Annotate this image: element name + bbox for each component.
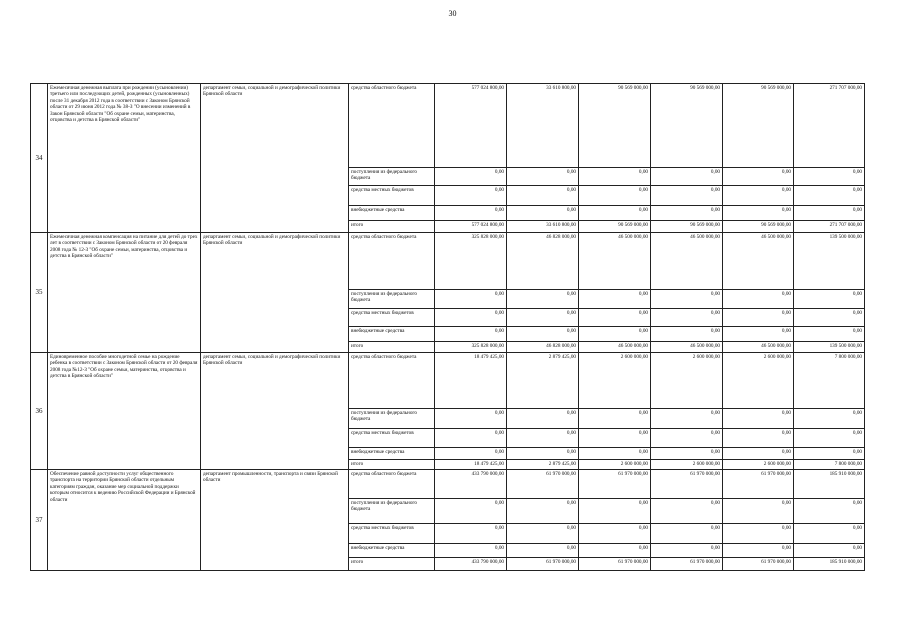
amount-cell: 0,00 [507, 290, 579, 309]
amount-cell: 46 500 000,00 [723, 233, 794, 290]
measure-name: Единовременное пособие многодетной семье на рождение ребенка в соответствии с Законом Брянской области от 20 февраля 2008 года №12-З "Об охране семьи, материнства, отцовства и детства в Брянской области" [48, 353, 201, 470]
amount-cell: 0,00 [579, 327, 651, 342]
amount-cell: 61 970 000,00 [651, 558, 723, 571]
amount-cell: 0,00 [507, 544, 579, 558]
amount-cell: 0,00 [507, 524, 579, 544]
amount-cell: 0,00 [507, 409, 579, 429]
funding-source: внебюджетные средства [349, 544, 435, 558]
amount-cell: 33 610 800,00 [507, 84, 579, 168]
amount-cell: 46 500 000,00 [579, 342, 651, 353]
amount-cell: 0,00 [579, 409, 651, 429]
amount-cell: 0,00 [794, 309, 865, 327]
amount-cell: 0,00 [435, 409, 507, 429]
amount-cell: 61 970 000,00 [507, 558, 579, 571]
amount-cell: 7 800 000,00 [794, 353, 865, 409]
amount-cell: 0,00 [723, 429, 794, 448]
funding-source: внебюджетные средства [349, 206, 435, 221]
row-number: 37 [31, 470, 48, 571]
amount-cell: 90 569 000,00 [651, 84, 723, 168]
amount-cell: 433 790 000,00 [435, 558, 507, 571]
amount-cell: 139 500 000,00 [794, 342, 865, 353]
funding-source: внебюджетные средства [349, 448, 435, 460]
funding-source: поступления из федерального бюджета [349, 409, 435, 429]
amount-cell: 18 479 425,00 [435, 460, 507, 470]
amount-cell: 2 600 000,00 [651, 353, 723, 409]
amount-cell: 0,00 [651, 544, 723, 558]
amount-cell: 0,00 [579, 448, 651, 460]
funding-source: поступления из федерального бюджета [349, 168, 435, 186]
amount-cell: 0,00 [723, 327, 794, 342]
funding-source: средства областного бюджета [349, 233, 435, 290]
amount-cell: 2 879 425,00 [507, 353, 579, 409]
amount-cell: 0,00 [723, 409, 794, 429]
amount-cell: 0,00 [579, 499, 651, 524]
amount-cell: 61 970 000,00 [723, 470, 794, 499]
funding-source: итого [349, 342, 435, 353]
amount-cell: 46 500 000,00 [579, 233, 651, 290]
amount-cell: 0,00 [723, 186, 794, 206]
executor: департамент семьи, социальной и демографической политики Брянской области [201, 84, 349, 233]
amount-cell: 46 500 000,00 [651, 233, 723, 290]
amount-cell: 61 970 000,00 [579, 558, 651, 571]
measure-name: Ежемесячная денежная выплата при рождении (усыновлении) третьего или последующих детей, рожденных (усыновленных) после 31 декабря 2012 года в соответствии с Законом Брянской области от 29 июня 2012 года № 38-З "О внесении изменений в Закон Брянской области "Об охране семьи, материнства, отцовства и детства в Брянской области" [48, 84, 201, 233]
amount-cell: 0,00 [651, 168, 723, 186]
amount-cell: 0,00 [435, 290, 507, 309]
amount-cell: 0,00 [435, 206, 507, 221]
funding-source: внебюджетные средства [349, 327, 435, 342]
amount-cell: 0,00 [435, 186, 507, 206]
amount-cell: 0,00 [794, 206, 865, 221]
amount-cell: 271 707 000,00 [794, 84, 865, 168]
amount-cell: 0,00 [579, 309, 651, 327]
amount-cell: 0,00 [794, 524, 865, 544]
amount-cell: 0,00 [507, 327, 579, 342]
funding-source: средства областного бюджета [349, 353, 435, 409]
amount-cell: 185 910 000,00 [794, 470, 865, 499]
amount-cell: 139 500 000,00 [794, 233, 865, 290]
amount-cell: 0,00 [507, 186, 579, 206]
funding-source: итого [349, 558, 435, 571]
amount-cell: 0,00 [579, 186, 651, 206]
amount-cell: 2 600 000,00 [723, 353, 794, 409]
amount-cell: 0,00 [579, 429, 651, 448]
amount-cell: 0,00 [794, 327, 865, 342]
amount-cell: 325 828 000,00 [435, 233, 507, 290]
amount-cell: 0,00 [435, 499, 507, 524]
amount-cell: 90 569 000,00 [651, 221, 723, 233]
page-number: 30 [448, 9, 457, 18]
amount-cell: 0,00 [723, 309, 794, 327]
row-number: 35 [31, 233, 48, 353]
amount-cell: 0,00 [435, 544, 507, 558]
amount-cell: 46 500 000,00 [723, 342, 794, 353]
amount-cell: 0,00 [723, 544, 794, 558]
amount-cell: 0,00 [651, 409, 723, 429]
amount-cell: 0,00 [651, 448, 723, 460]
amount-cell: 33 610 800,00 [507, 221, 579, 233]
amount-cell: 0,00 [794, 290, 865, 309]
executor: департамент семьи, социальной и демографической политики Брянской области [201, 353, 349, 470]
amount-cell: 18 479 425,00 [435, 353, 507, 409]
funding-source: средства местных бюджетов [349, 524, 435, 544]
amount-cell: 0,00 [651, 186, 723, 206]
amount-cell: 0,00 [723, 206, 794, 221]
amount-cell: 46 828 000,00 [507, 233, 579, 290]
amount-cell: 0,00 [651, 499, 723, 524]
amount-cell: 61 970 000,00 [723, 558, 794, 571]
amount-cell: 0,00 [507, 429, 579, 448]
measure-name: Ежемесячная денежная компенсация на питание для детей до трех лет в соответствии с Законом Брянской области от 20 февраля 2008 года № 12-З "Об охране семьи, материнства, отцовства и детства в Брянской области" [48, 233, 201, 353]
amount-cell: 0,00 [794, 186, 865, 206]
amount-cell: 0,00 [651, 524, 723, 544]
amount-cell: 61 970 000,00 [579, 470, 651, 499]
amount-cell: 0,00 [651, 429, 723, 448]
amount-cell: 0,00 [507, 499, 579, 524]
table-row [31, 233, 865, 290]
amount-cell: 0,00 [723, 499, 794, 524]
amount-cell: 0,00 [723, 524, 794, 544]
amount-cell: 2 879 425,00 [507, 460, 579, 470]
amount-cell: 46 500 000,00 [651, 342, 723, 353]
funding-source: средства областного бюджета [349, 470, 435, 499]
table-row [31, 470, 865, 499]
measure-name: Обеспечение равной доступности услуг общественного транспорта на территории Брянской области отдельным категориям граждан, оказание мер социальной поддержки которым относится к ведению Российской Федерации и Брянской области [48, 470, 201, 571]
amount-cell: 90 569 000,00 [723, 84, 794, 168]
amount-cell: 0,00 [579, 544, 651, 558]
amount-cell: 0,00 [435, 429, 507, 448]
funding-source: средства местных бюджетов [349, 309, 435, 327]
amount-cell: 0,00 [794, 544, 865, 558]
amount-cell: 433 790 000,00 [435, 470, 507, 499]
amount-cell: 0,00 [651, 309, 723, 327]
amount-cell: 2 600 000,00 [723, 460, 794, 470]
amount-cell: 0,00 [651, 206, 723, 221]
amount-cell: 61 970 000,00 [507, 470, 579, 499]
amount-cell: 185 910 000,00 [794, 558, 865, 571]
amount-cell: 0,00 [794, 168, 865, 186]
funding-source: поступления из федерального бюджета [349, 499, 435, 524]
amount-cell: 0,00 [651, 327, 723, 342]
amount-cell: 61 970 000,00 [651, 470, 723, 499]
amount-cell: 46 828 000,00 [507, 342, 579, 353]
amount-cell: 0,00 [579, 290, 651, 309]
amount-cell: 0,00 [435, 327, 507, 342]
budget-table [30, 83, 865, 571]
amount-cell: 0,00 [507, 309, 579, 327]
funding-source: поступления из федерального бюджета [349, 290, 435, 309]
amount-cell: 0,00 [579, 524, 651, 544]
funding-source: средства областного бюджета [349, 84, 435, 168]
table-row [31, 84, 865, 168]
amount-cell: 0,00 [507, 448, 579, 460]
executor: департамент семьи, социальной и демографической политики Брянской области [201, 233, 349, 353]
funding-source: средства местных бюджетов [349, 186, 435, 206]
funding-source: итого [349, 460, 435, 470]
amount-cell: 2 600 000,00 [579, 460, 651, 470]
amount-cell: 0,00 [435, 524, 507, 544]
amount-cell: 0,00 [794, 409, 865, 429]
amount-cell: 90 569 000,00 [723, 221, 794, 233]
amount-cell: 0,00 [507, 168, 579, 186]
amount-cell: 0,00 [723, 448, 794, 460]
amount-cell: 0,00 [723, 168, 794, 186]
amount-cell: 577 024 800,00 [435, 221, 507, 233]
amount-cell: 0,00 [435, 448, 507, 460]
amount-cell: 0,00 [579, 168, 651, 186]
amount-cell: 325 828 000,00 [435, 342, 507, 353]
row-number: 36 [31, 353, 48, 470]
funding-source: итого [349, 221, 435, 233]
amount-cell: 0,00 [794, 499, 865, 524]
amount-cell: 0,00 [723, 290, 794, 309]
amount-cell: 0,00 [794, 429, 865, 448]
amount-cell: 2 600 000,00 [579, 353, 651, 409]
amount-cell: 577 024 800,00 [435, 84, 507, 168]
table-row [31, 353, 865, 409]
amount-cell: 0,00 [579, 206, 651, 221]
row-number: 34 [31, 84, 48, 233]
executor: департамент промышленности, транспорта и связи Брянской области [201, 470, 349, 571]
amount-cell: 0,00 [507, 206, 579, 221]
funding-source: средства местных бюджетов [349, 429, 435, 448]
amount-cell: 2 600 000,00 [651, 460, 723, 470]
amount-cell: 271 707 000,00 [794, 221, 865, 233]
amount-cell: 90 569 000,00 [579, 221, 651, 233]
amount-cell: 0,00 [794, 448, 865, 460]
amount-cell: 90 569 000,00 [579, 84, 651, 168]
amount-cell: 0,00 [651, 290, 723, 309]
amount-cell: 0,00 [435, 309, 507, 327]
amount-cell: 0,00 [435, 168, 507, 186]
amount-cell: 7 800 000,00 [794, 460, 865, 470]
